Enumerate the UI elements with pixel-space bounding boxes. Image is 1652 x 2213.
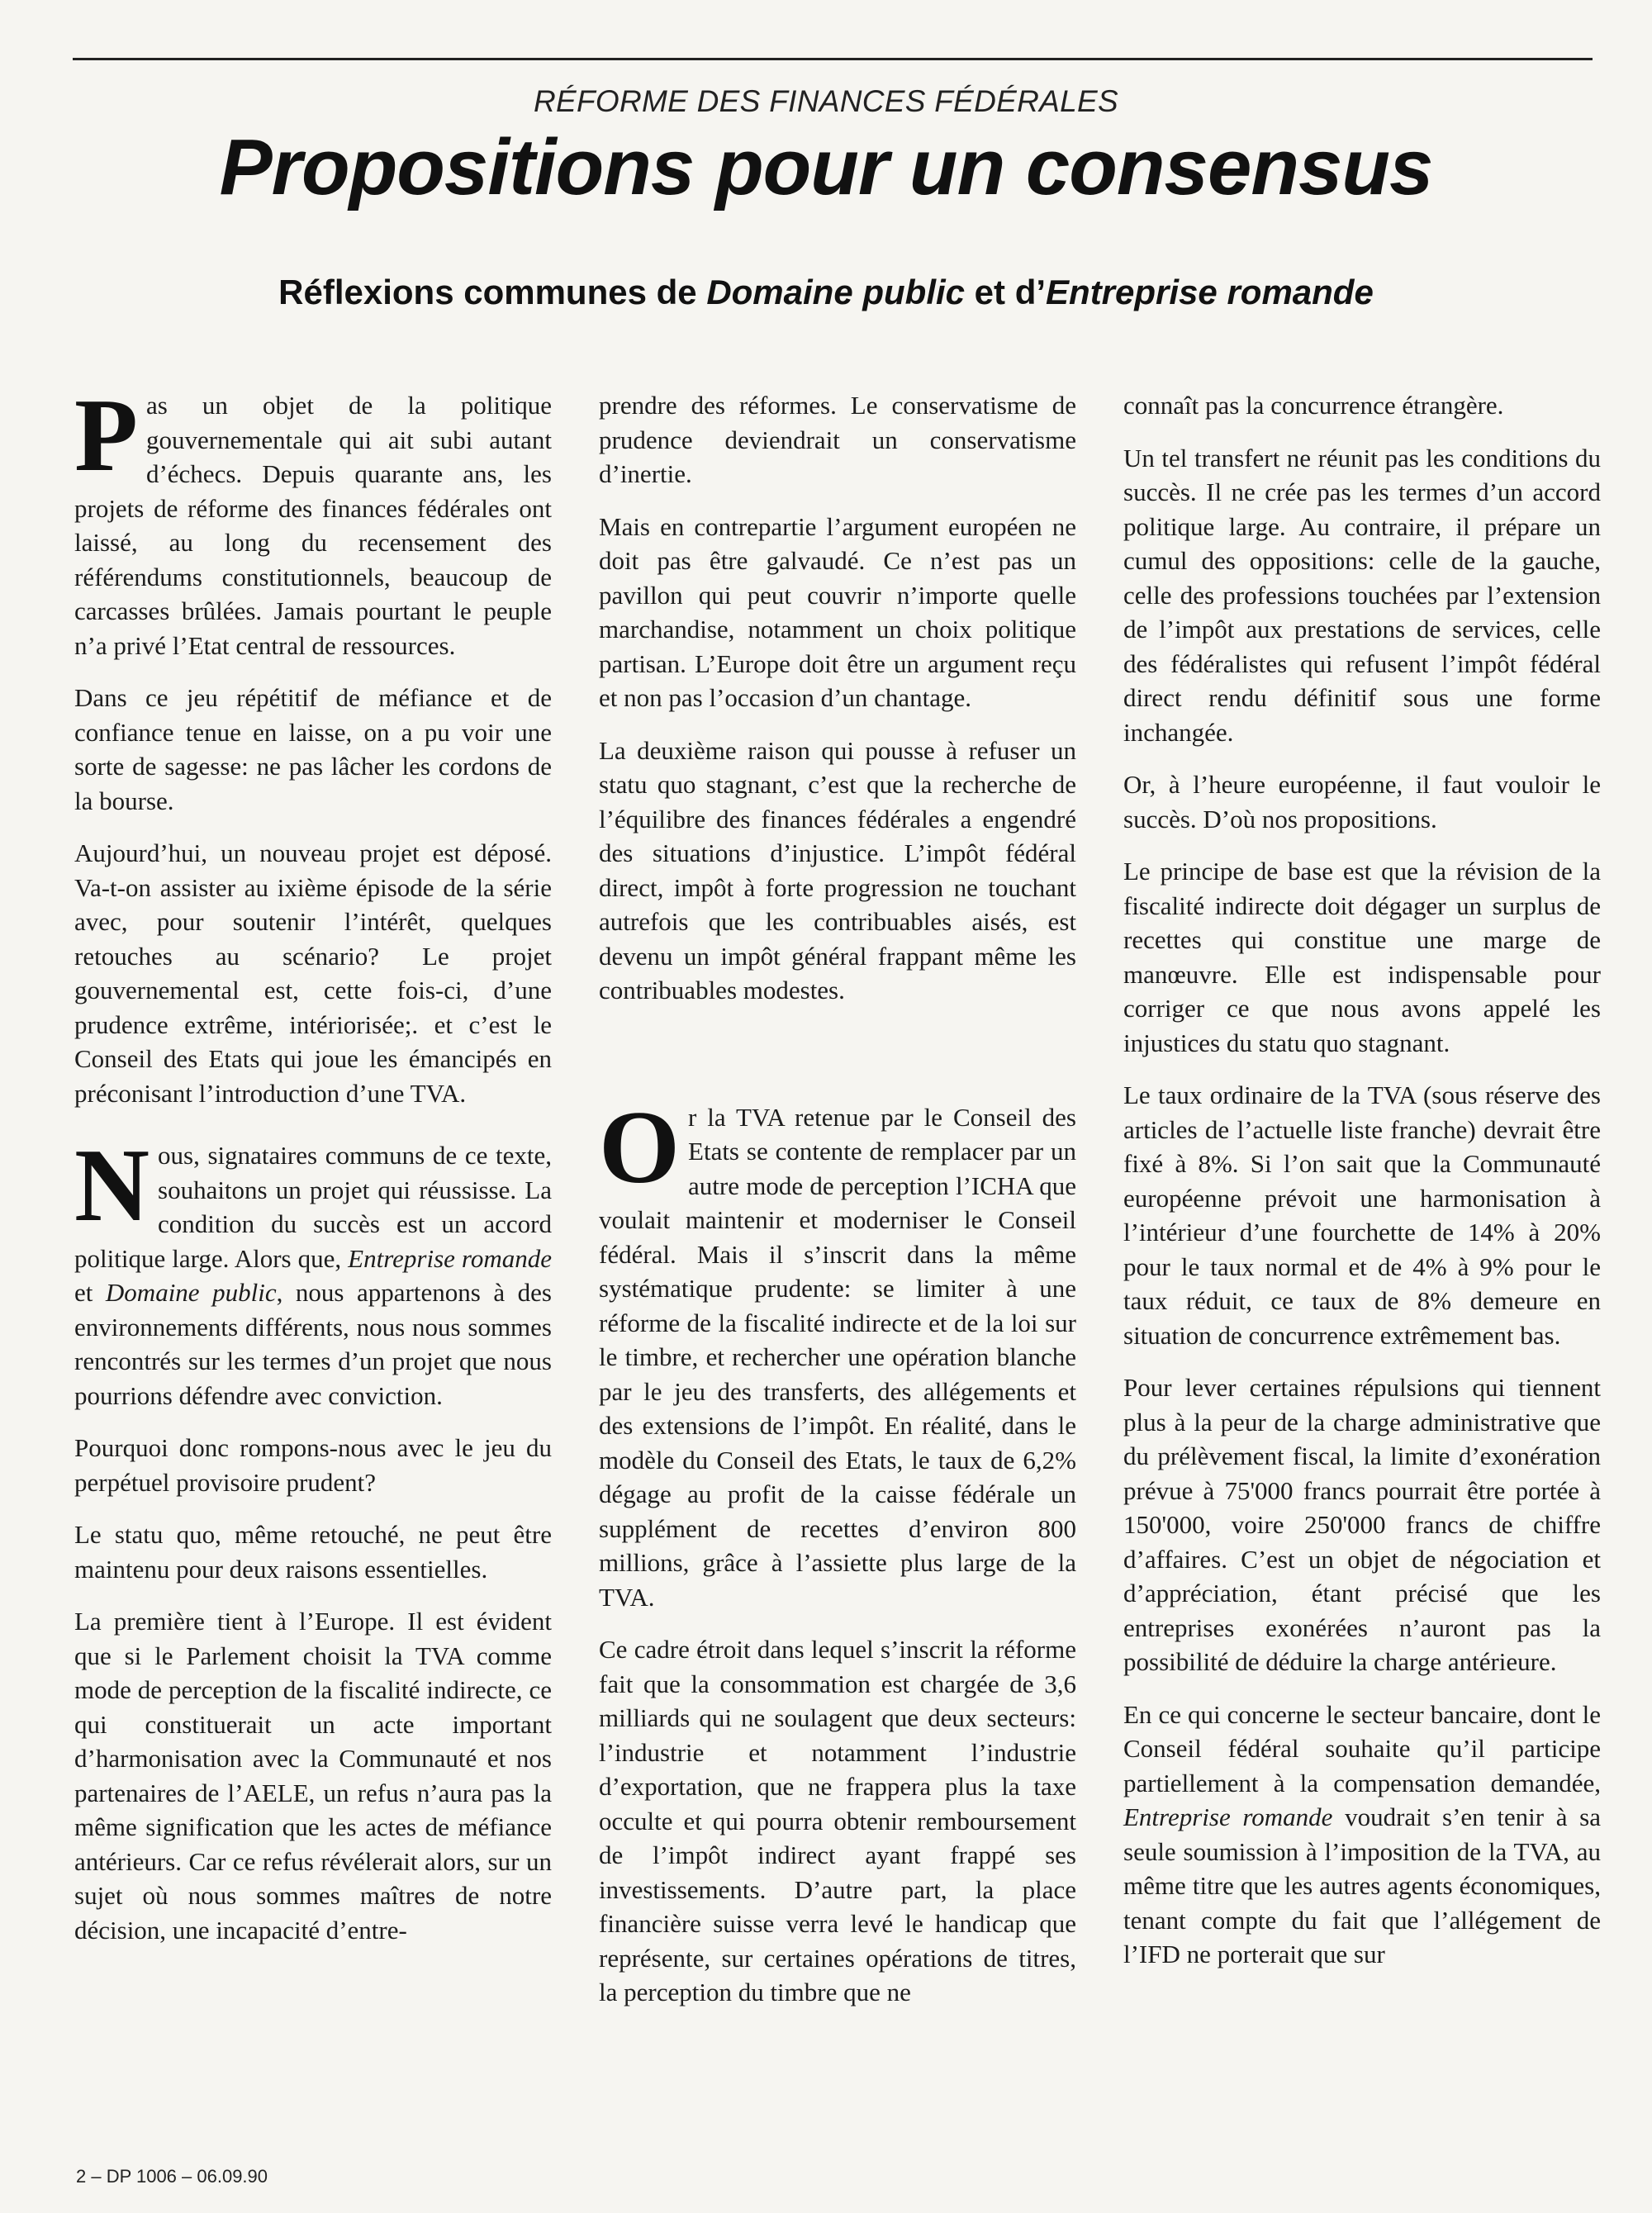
paragraph xyxy=(599,1090,1076,1615)
section-kicker: RÉFORME DES FINANCES FÉDÉRALES xyxy=(533,84,1118,118)
paragraph xyxy=(74,1128,552,1413)
paragraph xyxy=(74,378,552,662)
paragraph-text: et xyxy=(74,1278,106,1307)
paragraph: Or, à l’heure européenne, il faut vouloir le succès. D’où nos propositions. xyxy=(1123,770,1601,833)
subtitle-lead: Réflexions communes de xyxy=(278,273,707,311)
subtitle xyxy=(0,273,1652,312)
paragraph: Pour lever certaines répulsions qui tiennent plus à la peur de la charge administrative que du prélèvement fiscal, la limite d’exonération prévue à 75'000 francs pourrait être portée à 150'000, voire 250'000 francs de chiffre d’affaires. C’est un objet de négociation et d’appréciation, étant précisé que les entreprises exonérées n’auront pas la possibilité de déduire la charge antérieure. xyxy=(1123,1373,1601,1676)
section-gap xyxy=(599,1026,1076,1100)
drop-cap: P xyxy=(74,378,138,493)
paragraph: La première tient à l’Europe. Il est évident que si le Parlement choisit la TVA comme mode de perception de la fiscalité indirecte, ce qui constituerait un acte important d’harmonisation avec la Communauté et nos partenaires de l’AELE, un refus n’aura pas la même signification que les actes de méfiance antérieurs. Car ce refus révélerait alors, sur un sujet où nous sommes maîtres de notre décision, une incapacité d’entre- xyxy=(74,1607,552,1945)
paragraph-text: ous, signataires communs de ce texte, souhaitons un projet qui réussisse. La condition du succès est un accord politique large. Alors que, xyxy=(74,1141,552,1273)
drop-cap: N xyxy=(74,1128,150,1243)
top-rule xyxy=(73,58,1593,60)
publication-name: Domaine public xyxy=(105,1278,277,1307)
paragraph: Dans ce jeu répétitif de méfiance et de confiance tenue en laisse, on a pu voir une sorte de sagesse: ne pas lâcher les cordons de la bourse. xyxy=(74,683,552,815)
paragraph-text: as un objet de la politique gouvernementale qui ait subi autant d’échecs. Depuis quarante ans, les projets de réforme des finances fédérales ont laissé, au long du recensement des référendums constitutionnels, beaucoup de carcasses brûlées. Jamais pourtant le peuple n’a privé l’Etat central de ressources. xyxy=(74,391,552,660)
paragraph: connaît pas la concurrence étrangère. xyxy=(1123,391,1504,420)
publication-name: Entreprise romande xyxy=(348,1243,552,1273)
paragraph xyxy=(1123,1698,1601,1972)
paragraph: Ce cadre étroit dans lequel s’inscrit la réforme fait que la consommation est chargée de 3,6 milliards qui ne soulagent que deux secteurs: l’industrie et notamment l’industrie d’exportation, que ne frappera plus la taxe occulte et qui pourra obtenir remboursement de l’impôt indirect ayant frappé ses investissements. D’autre part, la place financière suisse verra levé le handicap que représente, sur certaines opérations de titres, la perception du timbre que ne xyxy=(599,1635,1076,2006)
publication-name: Entreprise romande xyxy=(1123,1802,1333,1831)
subtitle-publication-1: Domaine public xyxy=(706,273,966,311)
paragraph: La deuxième raison qui pousse à refuser un statu quo stagnant, c’est que la recherche de l’équilibre des finances fédérales a engendré des situations d’injustice. L’impôt fédéral direct, impôt à forte progression ne touchant autrefois que les contribuables aisés, est devenu un impôt général frappant même les contribuables modestes. xyxy=(599,735,1076,1004)
column-3 xyxy=(1123,388,1601,1990)
paragraph: Le principe de base est que la révision de la fiscalité indirecte doit dégager un surplus de recettes qui constitue une marge de manœuvre. Elle est indispensable pour corriger ce que nous avons appelé les injustices du statu quo stagnant. xyxy=(1123,857,1601,1057)
subtitle-mid: et d’ xyxy=(965,273,1047,311)
page-footer: 2 – DP 1006 – 06.09.90 xyxy=(76,2166,268,2187)
paragraph-text: r la TVA retenue par le Conseil des Etats se contente de remplacer par un autre mode de perception l’ICHA que voulait maintenir et moderniser le Conseil fédéral. Mais il s’inscrit dans la même systématique prudente: se limiter à une réforme de la fiscalité indirecte et de la loi sur le timbre, et rechercher une opération blanche par le jeu des transferts, des allégements et des extensions de l’impôt. En réalité, dans le modèle du Conseil des Etats, le taux de 6,2% dégage au profit de la caisse fédérale un supplément de recettes d’environ 800 millions, grâce à l’assiette plus large de la TVA. xyxy=(599,1102,1076,1612)
paragraph: Mais en contrepartie l’argument européen ne doit pas être galvaudé. Ce n’est pas un pavillon qui peut couvrir n’importe quelle marchandise, notamment un choix politique partisan. L’Europe doit être un argument reçu et non pas l’occasion d’un chantage. xyxy=(599,511,1076,712)
paragraph: Le statu quo, même retouché, ne peut être maintenu pour deux raisons essentielles. xyxy=(74,1520,552,1584)
subtitle-publication-2: Entreprise romande xyxy=(1046,273,1374,311)
paragraph: Le taux ordinaire de la TVA (sous réserve des articles de l’actuelle liste franche) devrait être fixé à 8%. Si l’on sait que la Communauté européenne prévoit une harmonisation à l’intérieur d’une fourchette de 14% à 20% pour le taux normal et de 4% à 9% pour le taux réduit, ce taux de 8% demeure en situation de concurrence extrêmement bas. xyxy=(1123,1080,1601,1350)
column-1 xyxy=(74,378,552,1965)
column-2 xyxy=(599,388,1076,2028)
paragraph: Un tel transfert ne réunit pas les conditions du succès. Il ne crée pas les termes d’un accord politique large. Au contraire, il prépare un cumul des oppositions: celle de la gauche, celle des professions touchées par l’extension de l’impôt aux prestations de services, celle des fédéralistes qui refusent l’impôt fédéral direct rendu définitif sous une forme inchangée. xyxy=(1123,443,1601,747)
paragraph: Aujourd’hui, un nouveau projet est déposé. Va-t-on assister au ixième épisode de la série avec, pour soutenir l’intérêt, quelques retouches au scénario? Le projet gouvernemental est, cette fois-ci, d’une prudence extrême, intériorisée;. et c’est le Conseil des Etats qui joue les émancipés en préconisant l’introduction d’une TVA. xyxy=(74,838,552,1108)
paragraph: Pourquoi donc rompons-nous avec le jeu du perpétuel provisoire prudent? xyxy=(74,1433,552,1497)
paragraph-text: En ce qui concerne le secteur bancaire, dont le Conseil fédéral souhaite qu’il participe partiellement à la compensation demandée, xyxy=(1123,1699,1601,1797)
paragraph-text: voudrait s’en tenir à sa seule soumission à l’imposition de la TVA, au même titre que les autres agents économiques, tenant compte du fait que l’allégement de l’IFD ne porterait que sur xyxy=(1123,1802,1601,1968)
drop-cap: O xyxy=(599,1090,681,1205)
page-title: Propositions pour un consensus xyxy=(219,123,1433,211)
paragraph: prendre des réformes. Le conservatisme de prudence deviendrait un conservatisme d’inertie. xyxy=(599,391,1076,488)
paragraph-text: , nous appartenons à des environnements différents, nous nous sommes rencontrés sur les termes d’un projet que nous pourrions défendre avec conviction. xyxy=(74,1278,552,1410)
